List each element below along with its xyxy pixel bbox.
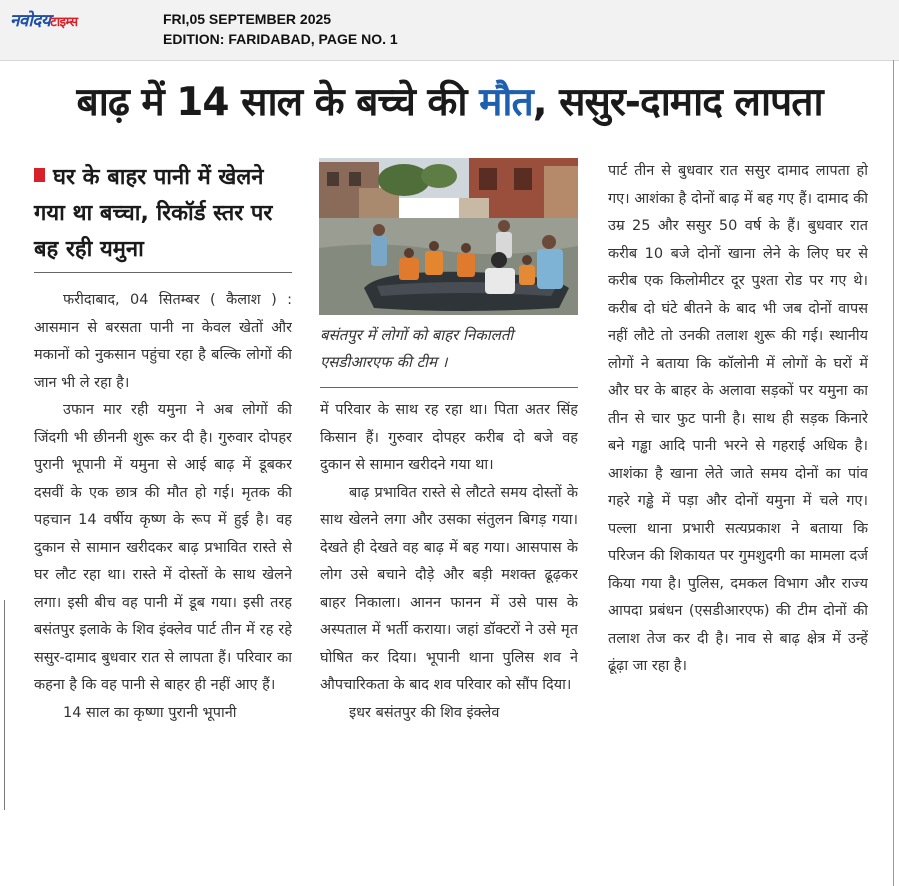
headline-part1: बाढ़ में 14 साल के बच्चे की: [76, 80, 480, 125]
logo-sub: टाइम्स: [50, 15, 78, 30]
subhead-divider: [34, 272, 292, 273]
col3-paragraph: पार्ट तीन से बुधवार रात ससुर दामाद लापता हो गए। आशंका है दोनों बाढ़ में बह गए हैं। दामाद की उम्र 25 और ससुर 50 वर्ष के हैं। बुधवार रात करीब 10 बजे दोनों खाना लेने के लिए घर से करीब एक किलोमीटर दूर पुश्ता रोड पर गए थे। करीब दो घंटे बीतने के बाद भी जब दोनों वापस नहीं लौटे तो उनकी तलाश शुरू की गई। स्थानीय लोगों ने बताया कि कॉलोनी में लोगों के घरों में और घर के बाहर के अलावा सड़कों पर यमुना का तीन से चार फुट पानी है। साथ ही सड़क किनारे बने गड्ढा आदि पानी भरने से गहराई अधिक है। आशंका है खाना लेते जाते समय दोनों का पांव गहरे गड्ढे में पड़ा और दोनों यमुना में चले गए। पल्ला थाना प्रभारी सत्यप्रकाश ने बताया कि परिजन की शिकायत पर गुमशुदगी का मामला दर्ज किया गया है। पुलिस, दमकल विभाग और राज्य आपदा प्रबंधन (एसडीआरएफ) की टीम दोनों की तलाश तेज कर दी है। नाव से बाढ़ क्षेत्र में उन्हें ढूंढ़ा जा रहा है।: [608, 163, 868, 674]
edition-meta: [163, 9, 398, 49]
caption-divider: [320, 387, 578, 388]
subhead-text: घर के बाहर पानी में खेलने गया था बच्चा, रिकॉर्ड स्तर पर बह रही यमुना: [34, 165, 273, 262]
article-column-3: [608, 158, 868, 878]
col2-paragraph: में परिवार के साथ रह रहा था। पिता अतर सिंह किसान हैं। गुरुवार दोपहर करीब दो बजे वह दुकान से सामान खरीदने गया था।: [320, 402, 578, 473]
newspaper-logo[interactable]: [10, 8, 78, 31]
headline-part2: , ससुर-दामाद लापता: [532, 80, 823, 125]
article-subhead: [34, 160, 296, 268]
logo-main: नवोदय: [10, 11, 51, 31]
article-headline: [0, 74, 899, 127]
headline-highlight: मौत: [479, 80, 533, 125]
page-header: [0, 0, 899, 61]
page-edge-mark: [4, 600, 5, 810]
page-edge-mark: [893, 60, 894, 886]
col1-paragraph: उफान मार रही यमुना ने अब लोगों की जिंदगी भी छीननी शुरू कर दी है। गुरुवार दोपहर पुरानी भूपानी में यमुना से आई बाढ़ में डूबकर दसवीं के एक छात्र की मौत हो गई। मृतक की पहचान 14 वर्षीय कृष्ण के रूप में हुई है। वह दुकान से सामान खरीदकर बाढ़ प्रभावित रास्ते से घर लौट रहा था। रास्ते में दोस्तों के साथ खेलने लगा। इसी बीच वह पानी में डूब गया। इसी तरह बसंतपुर इलाके के शिव इंक्लेव पार्ट तीन में रह रहे ससुर-दामाद बुधवार रात से लापता हैं। परिवार का कहना है कि वह पानी से बाहर ही नहीं आए हैं।: [34, 402, 292, 693]
bullet-marker: [34, 168, 45, 182]
date-line: FRI,05 SEPTEMBER 2025: [163, 11, 332, 27]
article-column-2: [320, 397, 578, 877]
news-photo[interactable]: [319, 158, 578, 315]
edition-line: EDITION: FARIDABAD, PAGE NO. 1: [163, 31, 398, 47]
article-column-1: [34, 287, 292, 877]
col2-paragraph: बाढ़ प्रभावित रास्ते से लौटते समय दोस्तों के साथ खेलने लगा और उसका संतुलन बिगड़ गया। देखते ही देखते वह बाढ़ में बह गया। आसपास के लोग उसे बचाने दौड़े और बड़ी मशक्त ढूढ़कर बाहर निकाला। आनन फानन में उसे पास के अस्पताल में भर्ती कराया। जहां डॉक्टरों ने उसे मृत घोषित कर दिया। भूपानी थाना पुलिस शव ने औपचारिकता के बाद शव परिवार को सौंप दिया।: [320, 484, 578, 693]
col2-paragraph: इधर बसंतपुर की शिव इंक्लेव: [349, 704, 500, 721]
photo-caption: बसंतपुर में लोगों को बाहर निकालती एसडीआरएफ की टीम ।: [320, 326, 514, 371]
col1-paragraph: फरीदाबाद, 04 सितम्बर ( कैलाश ) : आसमान से बरसता पानी ना केवल खेतों और मकानों को नुकसान पहुंचा रहा है बल्कि लोगों की जान भी ले रहा है।: [34, 292, 292, 391]
col1-paragraph: 14 साल का कृष्णा पुरानी भूपानी: [63, 704, 237, 721]
flood-rescue-photo: [319, 158, 578, 315]
